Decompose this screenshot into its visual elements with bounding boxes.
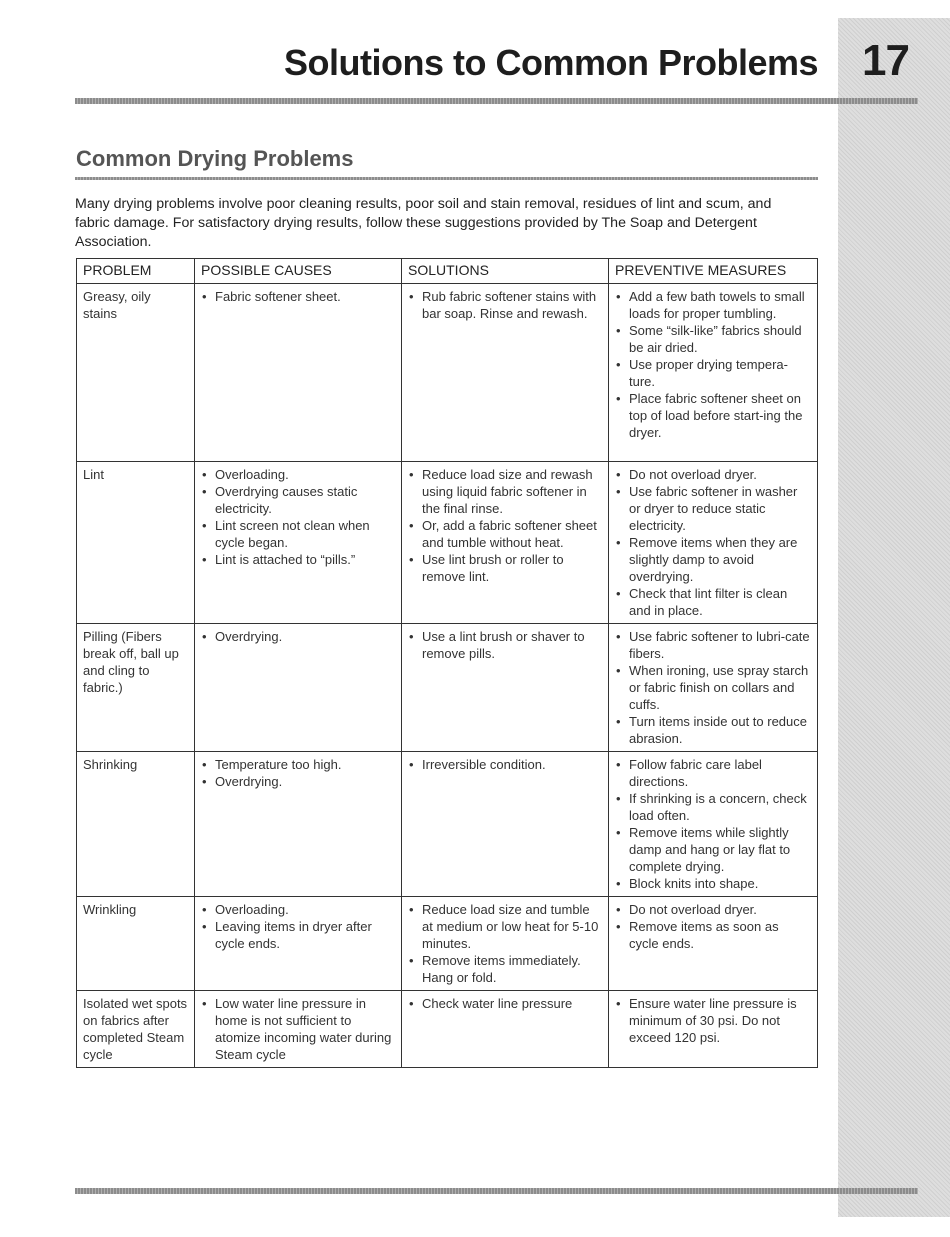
- list-item: • Temperature too high.: [201, 756, 395, 773]
- list-item: • Low water line pressure in home is not sufficient to atomize incoming water during Steam cycle: [201, 995, 395, 1063]
- header-possible-causes: POSSIBLE CAUSES: [195, 259, 402, 284]
- problem-cell: Greasy, oily stains: [77, 284, 195, 462]
- solutions-cell: [402, 624, 609, 752]
- list-item: • Lint screen not clean when cycle began.: [201, 517, 395, 551]
- list-item: • Reduce load size and tumble at medium or low heat for 5-10 minutes.: [408, 901, 602, 952]
- page-title: Solutions to Common Problems: [283, 42, 818, 83]
- table-row: [77, 284, 818, 462]
- list-item: • Overdrying.: [201, 628, 395, 645]
- list-item: • Check that lint filter is clean and in place.: [615, 585, 811, 619]
- list-item: • Overdrying causes static electricity.: [201, 483, 395, 517]
- solutions-cell: [402, 284, 609, 462]
- footer-rule: [75, 1188, 918, 1194]
- list-item: • Block knits into shape.: [615, 875, 811, 892]
- table-row: [77, 462, 818, 624]
- list-item: • Leaving items in dryer after cycle ends.: [201, 918, 395, 952]
- causes-cell: [195, 897, 402, 991]
- solutions-cell: [402, 897, 609, 991]
- solutions-cell: [402, 991, 609, 1068]
- preventive-cell: [609, 752, 818, 897]
- list-item: • Rub fabric softener stains with bar soap. Rinse and rewash.: [408, 288, 602, 322]
- list-item: • Lint is attached to “pills.”: [201, 551, 395, 568]
- list-item: • Turn items inside out to reduce abrasion.: [615, 713, 811, 747]
- list-item: • Or, add a fabric softener sheet and tumble without heat.: [408, 517, 602, 551]
- list-item: • Use proper drying tempera-ture.: [615, 356, 811, 390]
- problem-cell: Pilling (Fibers break off, ball up and cling to fabric.): [77, 624, 195, 752]
- causes-cell: [195, 462, 402, 624]
- list-item: • Overloading.: [201, 466, 395, 483]
- list-item: • Remove items when they are slightly damp to avoid overdrying.: [615, 534, 811, 585]
- header-rule: [75, 98, 918, 104]
- intro-paragraph: Many drying problems involve poor cleaning results, poor soil and stain removal, residues of lint and scum, and fabric damage. For satisfactory drying results, follow these suggestions provided by The Soap and Detergent Association.: [75, 196, 772, 250]
- list-item: • If shrinking is a concern, check load often.: [615, 790, 811, 824]
- problem-cell: Isolated wet spots on fabrics after completed Steam cycle: [77, 991, 195, 1068]
- header-problem: PROBLEM: [77, 259, 195, 284]
- solutions-cell: [402, 752, 609, 897]
- list-item: • Do not overload dryer.: [615, 901, 811, 918]
- list-item: • Reduce load size and rewash using liquid fabric softener in the final rinse.: [408, 466, 602, 517]
- side-tab-strip: [838, 18, 950, 1217]
- problem-cell: Lint: [77, 462, 195, 624]
- list-item: • Some “silk-like” fabrics should be air dried.: [615, 322, 811, 356]
- problem-cell: Wrinkling: [77, 897, 195, 991]
- list-item: • Ensure water line pressure is minimum of 30 psi. Do not exceed 120 psi.: [615, 995, 811, 1046]
- list-item: • Use lint brush or roller to remove lint.: [408, 551, 602, 585]
- list-item: • Remove items as soon as cycle ends.: [615, 918, 811, 952]
- page-number: 17: [862, 36, 909, 85]
- list-item: • Remove items immediately. Hang or fold.: [408, 952, 602, 986]
- drying-problems-table: [76, 258, 818, 1068]
- table-row: [77, 897, 818, 991]
- problem-cell: Shrinking: [77, 752, 195, 897]
- section-rule: [75, 177, 818, 180]
- header-solutions: SOLUTIONS: [402, 259, 609, 284]
- causes-cell: [195, 284, 402, 462]
- preventive-cell: [609, 462, 818, 624]
- list-item: • Overdrying.: [201, 773, 395, 790]
- preventive-cell: [609, 284, 818, 462]
- list-item: • Fabric softener sheet.: [201, 288, 395, 305]
- preventive-cell: [609, 991, 818, 1068]
- preventive-cell: [609, 624, 818, 752]
- list-item: • Use fabric softener in washer or dryer to reduce static electricity.: [615, 483, 811, 534]
- list-item: • Overloading.: [201, 901, 395, 918]
- section-title: Common Drying Problems: [76, 146, 354, 171]
- header-preventive-measures: PREVENTIVE MEASURES: [609, 259, 818, 284]
- list-item: • Use fabric softener to lubri-cate fibers.: [615, 628, 811, 662]
- list-item: • Do not overload dryer.: [615, 466, 811, 483]
- list-item: • Irreversible condition.: [408, 756, 602, 773]
- causes-cell: [195, 991, 402, 1068]
- list-item: • Add a few bath towels to small loads for proper tumbling.: [615, 288, 811, 322]
- table-row: [77, 752, 818, 897]
- solutions-cell: [402, 462, 609, 624]
- table-header-row: [77, 259, 818, 284]
- list-item: • Follow fabric care label directions.: [615, 756, 811, 790]
- causes-cell: [195, 624, 402, 752]
- list-item: • When ironing, use spray starch or fabric finish on collars and cuffs.: [615, 662, 811, 713]
- preventive-cell: [609, 897, 818, 991]
- table-row: [77, 624, 818, 752]
- list-item: • Check water line pressure: [408, 995, 602, 1012]
- list-item: • Remove items while slightly damp and hang or lay flat to complete drying.: [615, 824, 811, 875]
- list-item: • Use a lint brush or shaver to remove pills.: [408, 628, 602, 662]
- causes-cell: [195, 752, 402, 897]
- table-row: [77, 991, 818, 1068]
- list-item: • Place fabric softener sheet on top of load before start-ing the dryer.: [615, 390, 811, 441]
